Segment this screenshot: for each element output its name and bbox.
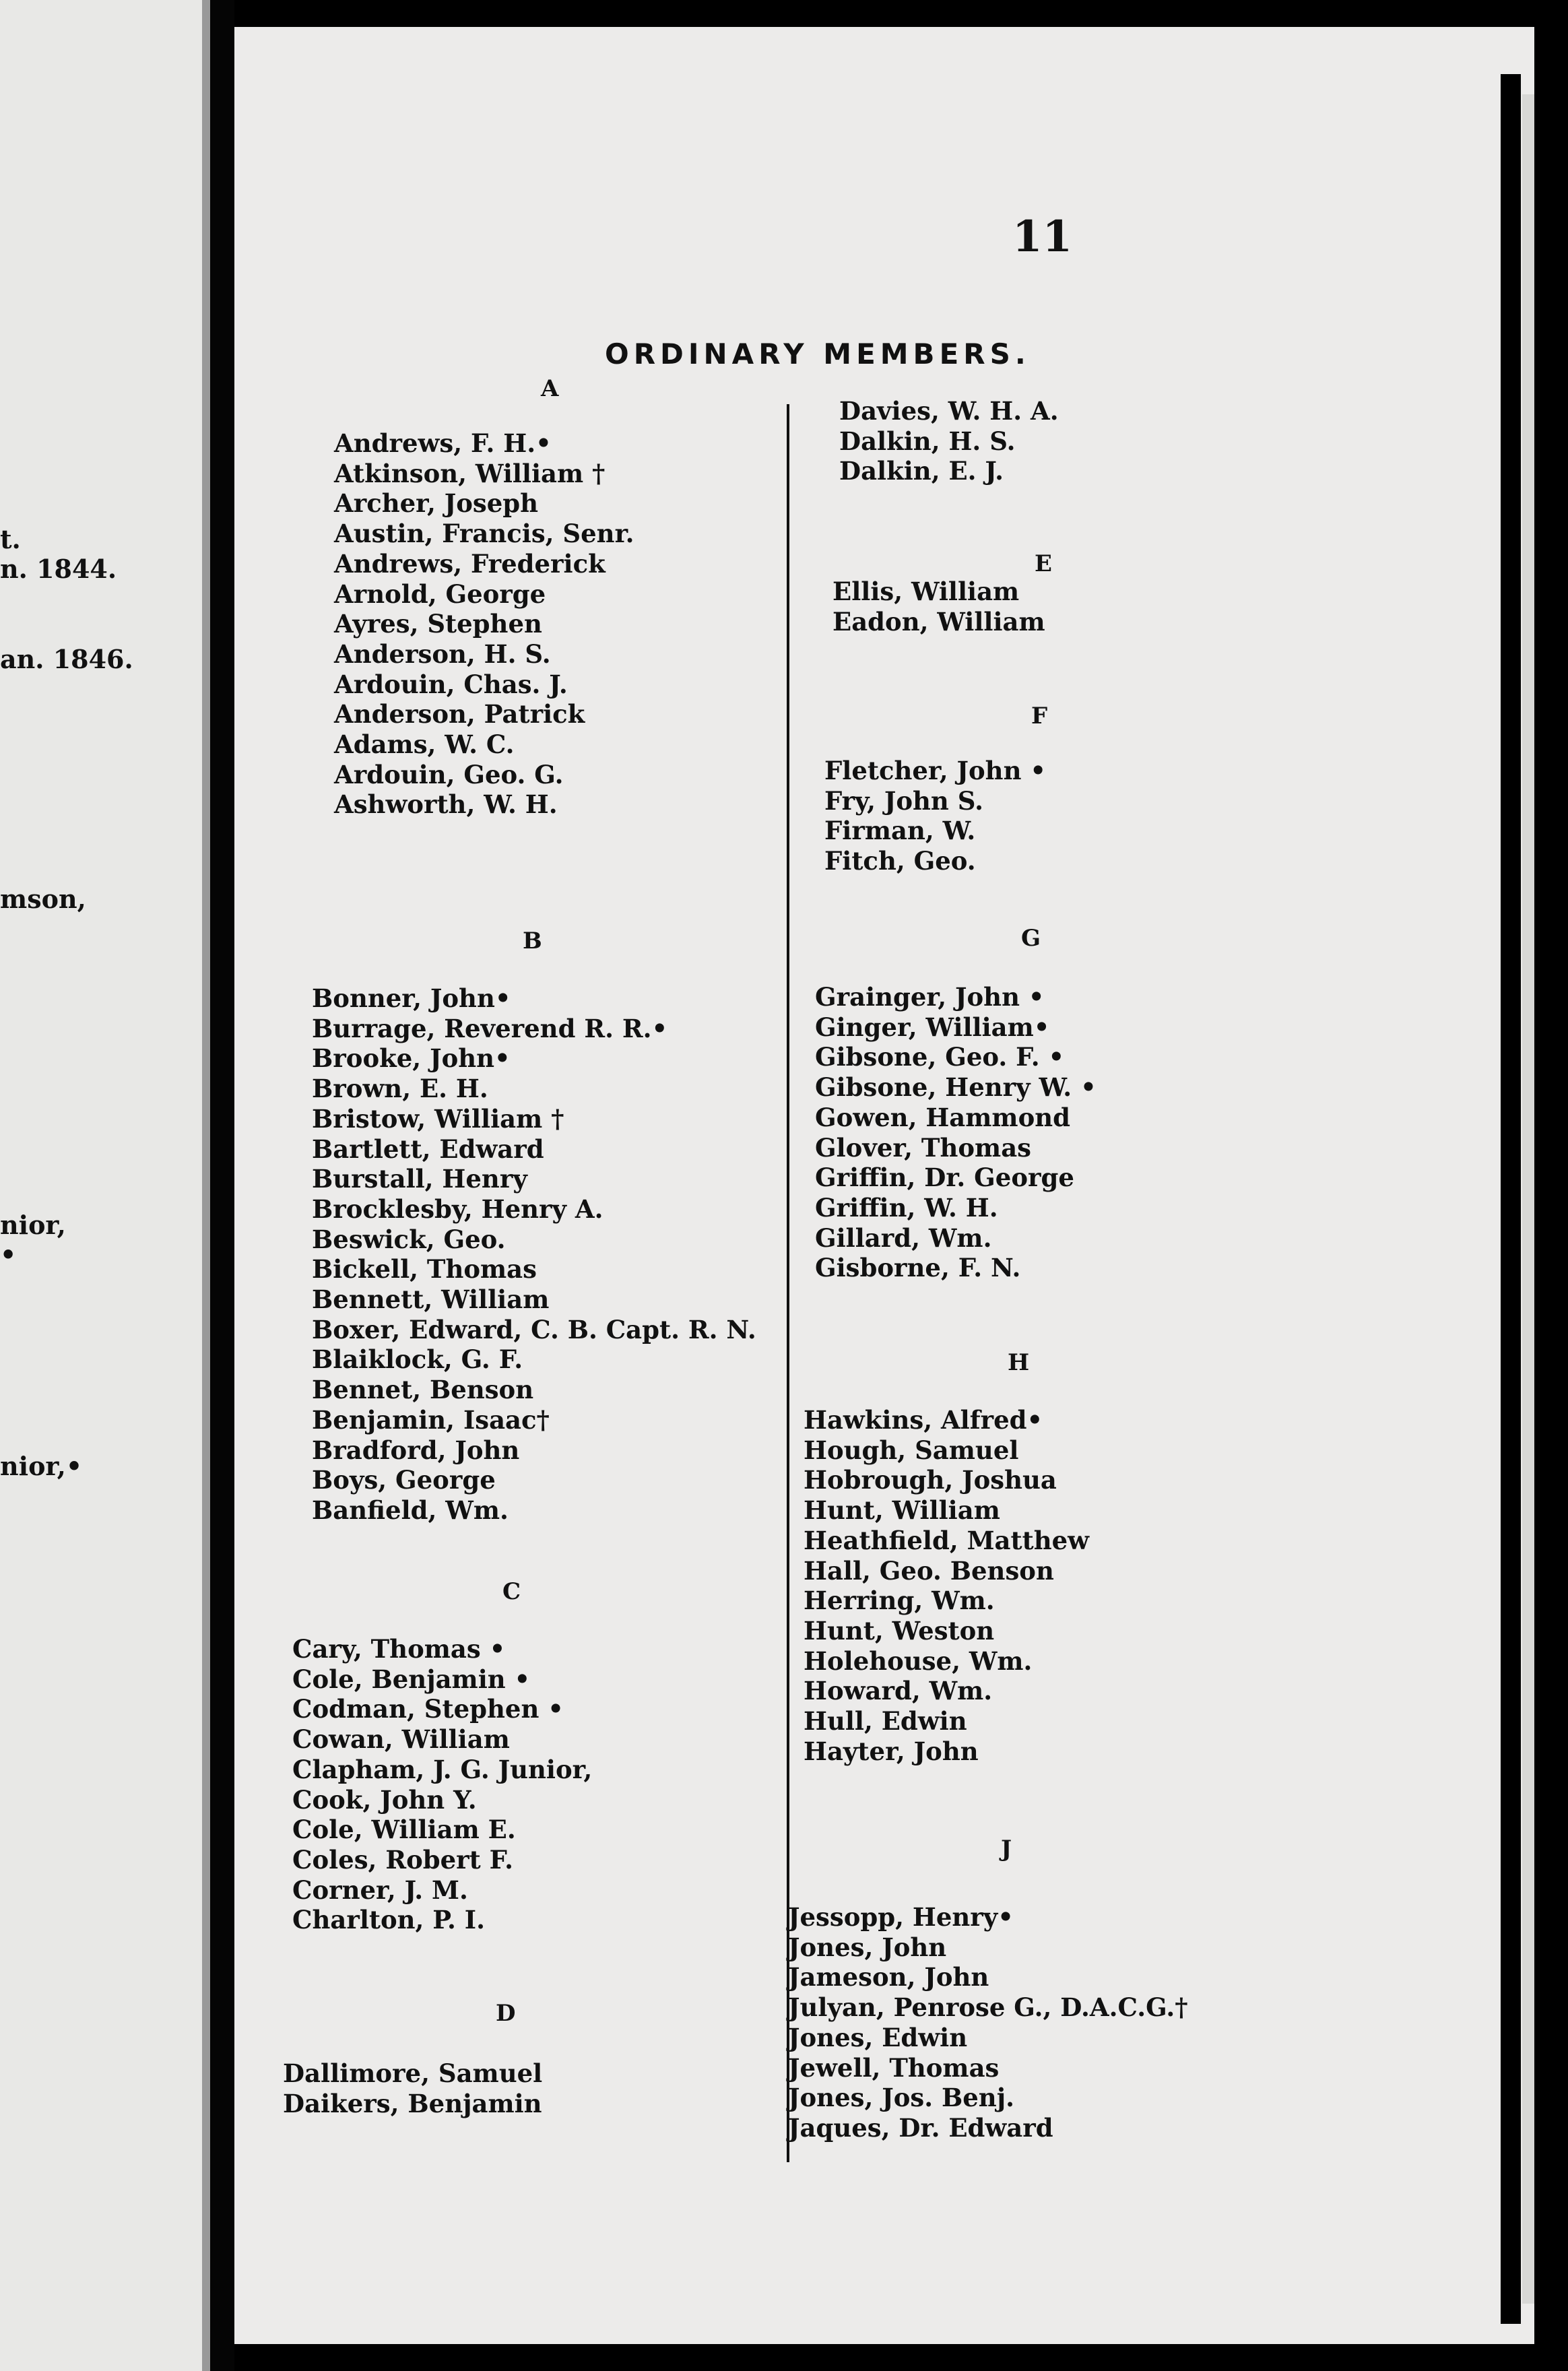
member-entry: Codman, Stephen • xyxy=(292,1694,564,1724)
member-entry: Boys, George xyxy=(312,1465,496,1495)
member-entry: Brooke, John• xyxy=(312,1043,511,1074)
member-entry: Hayter, John xyxy=(804,1736,979,1766)
member-list-c xyxy=(292,1634,592,1935)
member-entry: Heathfield, Matthew xyxy=(804,1525,1090,1555)
member-entry: Cowan, William xyxy=(292,1724,510,1755)
member-list-b xyxy=(312,983,756,1526)
member-list-f xyxy=(824,756,1046,876)
member-entry: Jones, Edwin xyxy=(788,2022,968,2052)
page-edge xyxy=(1501,74,1521,2324)
member-entry: Gowen, Hammond xyxy=(815,1102,1071,1132)
member-list-a xyxy=(334,428,634,820)
member-entry: Jewell, Thomas xyxy=(788,2052,1000,2083)
member-entry: Jessopp, Henry• xyxy=(788,1902,1014,1932)
member-entry: Bennett, William xyxy=(312,1285,550,1315)
member-entry: Ardouin, Geo. G. xyxy=(334,759,564,789)
member-entry: Ginger, William• xyxy=(815,1012,1050,1042)
member-entry: Ardouin, Chas. J. xyxy=(334,669,568,699)
member-list-d xyxy=(283,2058,542,2118)
section-letter-a: A xyxy=(541,375,559,402)
member-entry: Arnold, George xyxy=(334,579,546,609)
member-entry: Cole, William E. xyxy=(292,1815,516,1845)
member-entry: Bickell, Thomas xyxy=(312,1254,537,1285)
member-entry: Andrews, Frederick xyxy=(334,548,606,579)
member-entry: Daikers, Benjamin xyxy=(283,2088,542,2118)
member-entry: Ellis, William xyxy=(832,577,1020,606)
member-entry: Adams, W. C. xyxy=(334,729,515,760)
section-letter-h: H xyxy=(1008,1349,1030,1376)
member-entry: Hunt, Weston xyxy=(804,1615,995,1646)
member-entry: Andrews, F. H.• xyxy=(334,428,552,458)
book-gutter xyxy=(210,0,234,2371)
member-entry: Coles, Robert F. xyxy=(292,1844,514,1875)
member-entry: Jones, Jos. Benj. xyxy=(788,2083,1014,2113)
section-letter-j: J xyxy=(1001,1836,1012,1862)
section-letter-c: C xyxy=(502,1578,521,1605)
column-divider xyxy=(787,404,789,2162)
member-list-j xyxy=(788,1902,1188,2143)
member-entry: Griffin, W. H. xyxy=(815,1192,998,1223)
member-entry: Burstall, Henry xyxy=(312,1164,527,1194)
member-entry: Burrage, Reverend R. R.• xyxy=(312,1013,668,1043)
section-letter-b: B xyxy=(523,928,542,954)
member-entry: Cook, John Y. xyxy=(292,1784,477,1815)
member-entry: Davies, W. H. A. xyxy=(839,396,1059,426)
member-entry: Blaiklock, G. F. xyxy=(312,1344,523,1375)
adjacent-page-fragment: an. 1846. xyxy=(0,644,133,674)
member-entry: Banfield, Wm. xyxy=(312,1495,509,1525)
member-entry: Dallimore, Samuel xyxy=(283,2058,543,2088)
page-edge xyxy=(202,0,210,2371)
adjacent-page-fragment: n. 1844. xyxy=(0,554,117,584)
member-entry: Bennet, Benson xyxy=(312,1375,534,1405)
section-letter-e: E xyxy=(1035,550,1052,577)
member-entry: Cole, Benjamin • xyxy=(292,1664,531,1694)
member-entry: Dalkin, H. S. xyxy=(839,426,1016,456)
member-entry: Herring, Wm. xyxy=(804,1586,995,1616)
member-entry: Firman, W. xyxy=(824,816,976,846)
member-entry: Austin, Francis, Senr. xyxy=(334,519,634,549)
member-entry: Ashworth, W. H. xyxy=(334,789,558,820)
member-entry: Clapham, J. G. Junior, xyxy=(292,1754,593,1784)
adjacent-page-fragment: • xyxy=(0,1239,17,1270)
section-letter-f: F xyxy=(1031,703,1048,729)
member-entry: Hunt, William xyxy=(804,1495,1000,1526)
member-entry: Holehouse, Wm. xyxy=(804,1646,1033,1676)
member-entry: Boxer, Edward, C. B. Capt. R. N. xyxy=(312,1314,756,1344)
member-entry: Gisborne, F. N. xyxy=(815,1253,1021,1283)
member-entry: Corner, J. M. xyxy=(292,1875,468,1905)
member-entry: Charlton, P. I. xyxy=(292,1905,485,1935)
member-entry: Hawkins, Alfred• xyxy=(804,1405,1043,1435)
adjacent-page-fragment: mson, xyxy=(0,884,86,914)
member-entry: Hull, Edwin xyxy=(804,1706,967,1736)
member-entry: Hobrough, Joshua xyxy=(804,1465,1057,1495)
member-entry: Gibsone, Geo. F. • xyxy=(815,1042,1065,1072)
member-entry: Fry, John S. xyxy=(824,785,983,816)
member-entry: Bristow, William † xyxy=(312,1103,564,1134)
page-number: 11 xyxy=(1012,212,1073,262)
member-entry: Bonner, John• xyxy=(312,983,511,1013)
member-entry: Gillard, Wm. xyxy=(815,1223,992,1253)
member-entry: Bradford, John xyxy=(312,1435,520,1465)
member-list-g xyxy=(815,982,1097,1283)
member-entry: Grainger, John • xyxy=(815,982,1045,1012)
adjacent-page-fragment: nior, xyxy=(0,1210,66,1240)
adjacent-page xyxy=(0,0,210,2371)
member-entry: Benjamin, Isaac† xyxy=(312,1404,550,1435)
member-entry: Jaques, Dr. Edward xyxy=(788,2112,1053,2143)
member-entry: Eadon, William xyxy=(832,606,1045,637)
member-entry: Brocklesby, Henry A. xyxy=(312,1194,603,1224)
member-entry: Julyan, Penrose G., D.A.C.G.† xyxy=(788,1992,1188,2023)
document-page xyxy=(234,27,1534,2344)
member-entry: Bartlett, Edward xyxy=(312,1134,544,1164)
adjacent-page-fragment: t. xyxy=(0,524,21,554)
member-entry: Glover, Thomas xyxy=(815,1132,1032,1163)
member-entry: Howard, Wm. xyxy=(804,1676,993,1706)
member-entry: Ayres, Stephen xyxy=(334,609,542,639)
member-list-d-continued xyxy=(839,396,1059,486)
member-entry: Fletcher, John • xyxy=(824,756,1047,785)
member-entry: Brown, E. H. xyxy=(312,1074,488,1104)
section-letter-g: G xyxy=(1021,925,1041,952)
member-entry: Atkinson, William † xyxy=(334,458,606,488)
member-entry: Anderson, H. S. xyxy=(334,639,551,669)
member-entry: Fitch, Geo. xyxy=(824,846,976,876)
member-entry: Anderson, Patrick xyxy=(334,699,585,729)
member-entry: Dalkin, E. J. xyxy=(839,456,1004,486)
member-entry: Archer, Joseph xyxy=(334,488,539,519)
member-list-e xyxy=(832,577,1045,637)
adjacent-page-fragment: nior,• xyxy=(0,1451,83,1481)
member-entry: Jameson, John xyxy=(788,1962,989,1992)
member-list-h xyxy=(804,1405,1089,1766)
page-edge xyxy=(1522,94,1534,2304)
member-entry: Hall, Geo. Benson xyxy=(804,1555,1054,1586)
member-entry: Jones, John xyxy=(788,1932,947,1962)
member-entry: Beswick, Geo. xyxy=(312,1224,506,1254)
section-title: ORDINARY MEMBERS. xyxy=(605,337,1031,370)
member-entry: Hough, Samuel xyxy=(804,1435,1019,1465)
member-entry: Cary, Thomas • xyxy=(292,1634,506,1664)
member-entry: Gibsone, Henry W. • xyxy=(815,1072,1097,1103)
section-letter-d: D xyxy=(496,2000,516,2027)
member-entry: Griffin, Dr. George xyxy=(815,1163,1074,1193)
